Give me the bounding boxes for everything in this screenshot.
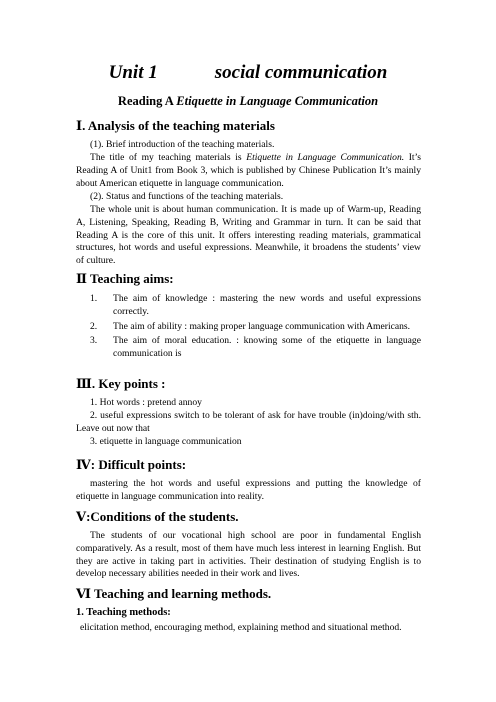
section-1-para-2-italic: Etiquette in Language Communication. xyxy=(246,152,405,163)
section-1-para-2 xyxy=(76,152,421,190)
section-4-para: mastering the hot words and useful expressions and putting the knowledge of etiquette in language communication into reality. xyxy=(76,478,421,502)
section-3-heading: Ⅲ. Key points : xyxy=(76,376,166,391)
section-1-para-2-b: It’s Reading A of Unit1 from Book 3, which is published by Chinese Publication It’s mainly about American etiquette in language communication. xyxy=(76,152,421,189)
list-item-text: The aim of knowledge : mastering the new words and useful expressions correctly. xyxy=(113,293,421,317)
section-6-para: elicitation method, encouraging method, explaining method and situational method. xyxy=(80,622,402,633)
list-item xyxy=(76,293,421,319)
section-5-heading: Ⅴ:Conditions of the students. xyxy=(76,509,239,524)
section-6-subheading: 1. Teaching methods: xyxy=(76,607,171,618)
list-item-number: 3. xyxy=(90,335,98,347)
list-item-number: 1. xyxy=(90,293,98,304)
key-points-line-1: 1. Hot words : pretend annoy xyxy=(90,397,202,408)
page-title: Unit 1 social communication xyxy=(108,62,388,83)
section-6-heading: Ⅵ Teaching and learning methods. xyxy=(76,586,272,601)
list-item xyxy=(76,335,421,361)
section-5-para: The students of our vocational high school are poor in fundamental English comparatively. As a result, most of them have much less interest in learning English. But they are active in taking part in activities. Their destination of studying English is to develop necessary abilities needed in their work and lives. xyxy=(76,530,421,580)
key-points-line-2: 2. useful expressions switch to be tolerant of ask for have trouble (in)doing/with sth. Leave out now that xyxy=(76,410,421,434)
list-item-text: The aim of ability : making proper language communication with Americans. xyxy=(113,320,411,332)
section-1-para-1: (1). Brief introduction of the teaching materials. xyxy=(90,139,275,150)
list-item-text: The aim of moral education. : knowing some of the etiquette in language communication is xyxy=(113,335,421,360)
subtitle-italic: Etiquette in Language Communication xyxy=(176,94,379,108)
section-2-heading: Ⅱ Teaching aims: xyxy=(76,271,174,286)
section-1-para-4: The whole unit is about human communication. It is made up of Warm-up, Reading A, Listening, Speaking, Reading B, Writing and Grammar in turn. It can be said that Reading A is the core of this unit. It offers interesting reading materials, grammatical structures, hot words and useful expressions. Meanwhile, it broadens the students’ view of culture. xyxy=(76,204,421,267)
section-1-heading: Ⅰ. Analysis of the teaching materials xyxy=(76,118,275,133)
list-item xyxy=(76,321,421,334)
list-item-number: 2. xyxy=(90,320,98,332)
section-4-heading: Ⅳ: Difficult points: xyxy=(76,457,187,472)
subtitle-prefix: Reading A xyxy=(117,94,177,108)
section-1-para-3: (2). Status and functions of the teaching materials. xyxy=(90,191,284,202)
page-subtitle xyxy=(0,94,496,109)
key-points-line-3: 3. etiquette in language communication xyxy=(90,436,242,447)
section-1-para-2-a: The title of my teaching materials is xyxy=(90,152,247,163)
aims-list xyxy=(76,293,421,363)
